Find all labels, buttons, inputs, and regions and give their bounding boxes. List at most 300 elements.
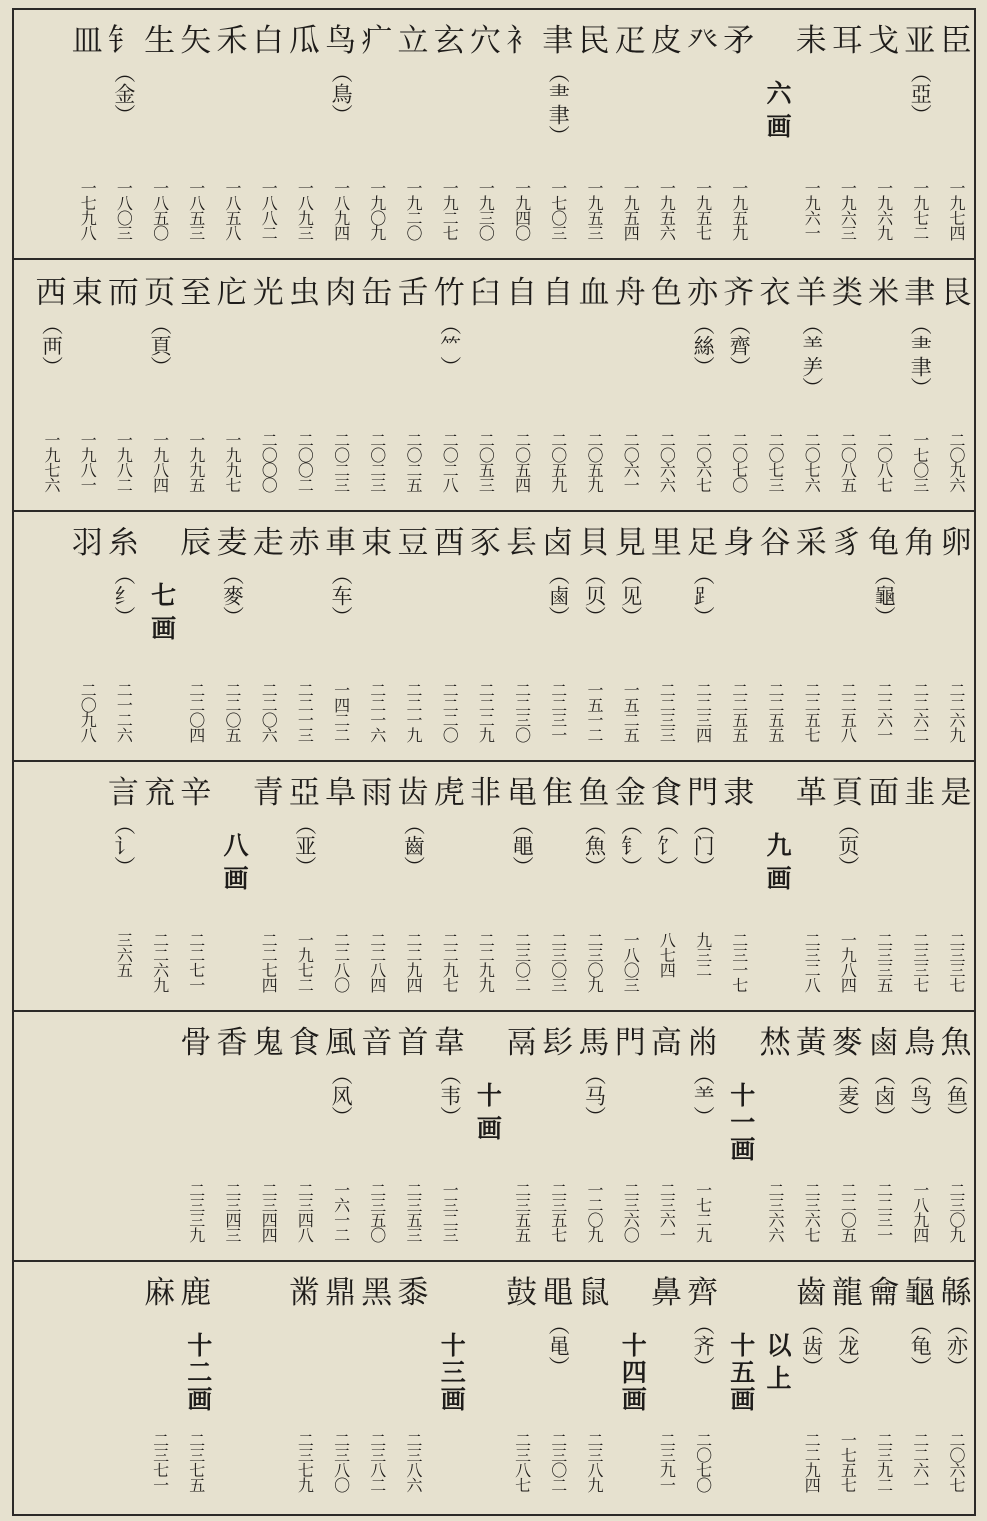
radical-entry [866, 10, 902, 60]
radical-char: 門 [687, 775, 719, 811]
index-band [14, 262, 974, 512]
radical-char: 衣 [759, 275, 791, 311]
radical-entry [866, 512, 902, 627]
radical-variant: （纟） [111, 564, 136, 627]
page-number: 一九八四 [150, 432, 170, 492]
radical-variant: （麥） [220, 564, 245, 627]
radical-char: 束 [361, 525, 393, 561]
radical-entry [721, 262, 757, 377]
page-number: 二〇九八 [78, 682, 98, 742]
radical-char: 黾 [506, 775, 538, 811]
page-number: 一九四〇 [512, 180, 532, 240]
radical-variant: （钅） [618, 814, 643, 877]
radical-entry [105, 512, 141, 627]
radical-variant: （鸟） [908, 1064, 933, 1127]
radical-variant: （卤） [872, 1064, 897, 1127]
radical-char: 金 [614, 775, 646, 811]
radical-char: 疋 [614, 23, 646, 59]
page-number: 二〇七〇 [693, 1432, 713, 1492]
page-number: 二三三九 [186, 1182, 206, 1242]
radical-char: 韋 [433, 1025, 465, 1061]
radical-char: 鳥 [904, 1025, 936, 1061]
radical-char: 竹 [433, 275, 465, 311]
radical-variant: （金） [111, 62, 136, 125]
radical-entry [938, 1262, 974, 1377]
radical-char: 穴 [469, 23, 501, 59]
radical-char: 矛 [723, 23, 755, 59]
radical-char: 音 [361, 1025, 393, 1061]
radical-entry [793, 762, 829, 812]
page-number: 一八八二 [259, 180, 279, 240]
radical-entry [504, 512, 540, 562]
page-number: 二〇六七 [947, 1432, 966, 1492]
page-number: 二三五三 [404, 1182, 423, 1242]
radical-variant: （⻊） [691, 564, 716, 627]
radical-entry [576, 512, 612, 627]
page-number: 二二六一 [910, 1432, 930, 1492]
page-number: 三六五 [114, 932, 134, 977]
page-number: 二二三四 [693, 682, 713, 742]
index-band [14, 1012, 974, 1262]
radical-char: 辰 [180, 525, 212, 561]
page-number: 一九七二 [910, 180, 930, 240]
radical-char: 足 [687, 525, 719, 561]
radical-entry [866, 1012, 902, 1127]
radical-entry [685, 762, 721, 877]
stroke-count-heading: 七画 [147, 582, 177, 648]
page-number: 一九七四 [947, 180, 966, 240]
radical-entry [250, 262, 286, 312]
page-number: 二〇七三 [766, 432, 785, 492]
radical-entry [214, 1012, 250, 1062]
radical-char: 黃 [795, 1025, 827, 1061]
radical-entry [178, 762, 214, 812]
radical-entry [395, 1262, 431, 1312]
radical-entry [69, 262, 105, 312]
radical-entry [214, 262, 250, 312]
radical-entry [323, 1012, 359, 1127]
radical-entry [902, 262, 938, 398]
page-number: 一九八二 [114, 432, 134, 492]
page-number: 一九二〇 [404, 180, 423, 240]
radical-char: 臼 [469, 275, 501, 311]
index-band [14, 1262, 974, 1514]
radical-entry [829, 1262, 865, 1377]
radical-variant: （亦） [944, 1314, 969, 1377]
page-number: 九三二 [693, 932, 713, 977]
page-number: 二三七一 [150, 1432, 170, 1492]
radical-variant: （⺻聿） [546, 62, 571, 146]
page-number: 二二一九 [404, 682, 423, 742]
page-number: 二三六六 [766, 1182, 785, 1242]
radical-char: 麻 [144, 1275, 176, 1311]
radical-char: 辛 [180, 775, 212, 811]
radical-entry [323, 1262, 359, 1312]
radical-char: 艮 [940, 275, 972, 311]
radical-char: 缶 [361, 275, 393, 311]
radical-variant: （见） [618, 564, 643, 627]
page-number: 二〇二三 [331, 432, 351, 492]
page-number: 二三五〇 [367, 1182, 387, 1242]
page-number: 一八五〇 [150, 180, 170, 240]
radical-char: 亞 [288, 775, 320, 811]
radical-char: 緜 [940, 1275, 972, 1311]
radical-entry [250, 512, 286, 562]
page-number: 二三八七 [512, 1432, 532, 1492]
radical-entry [395, 1012, 431, 1062]
page-number: 二〇二五 [404, 432, 423, 492]
radical-char: 龟 [868, 525, 900, 561]
page-number: 二二〇五 [838, 1182, 858, 1242]
radical-entry [829, 262, 865, 312]
radical-char: 青 [252, 775, 284, 811]
radical-entry [69, 512, 105, 562]
page-number: 二〇五九 [548, 432, 568, 492]
radical-entry [395, 512, 431, 562]
radical-char: 卤 [542, 525, 574, 561]
radical-entry [359, 1262, 395, 1312]
radical-char: 龠 [868, 1275, 900, 1311]
radical-char: 豕 [469, 525, 501, 561]
radical-entry [866, 762, 902, 812]
page-number: 二三三五 [874, 932, 894, 992]
radical-char: 馬 [578, 1025, 610, 1061]
radical-entry [142, 10, 178, 60]
radical-entry [721, 10, 757, 60]
radical-variant: （韦） [437, 1064, 462, 1127]
radical-entry [829, 10, 865, 60]
radical-char: 虎 [433, 775, 465, 811]
radical-char: 鼓 [506, 1275, 538, 1311]
radical-variant: （亚） [292, 814, 317, 877]
radical-char: 酉 [433, 525, 465, 561]
page-number: 二三〇九 [585, 932, 604, 992]
page-number: 二三七九 [295, 1432, 315, 1492]
radical-entry [214, 512, 250, 627]
page-number: 二二〇六 [259, 682, 279, 742]
radical-entry [250, 762, 286, 812]
page-number: 一七〇三 [548, 180, 568, 240]
radical-entry [829, 1012, 865, 1127]
radical-char: 食 [650, 775, 682, 811]
radical-entry [866, 1262, 902, 1312]
page-number: 二二六一 [874, 682, 894, 742]
radical-entry [467, 512, 503, 562]
radical-entry [902, 1012, 938, 1127]
page-number: 一八〇三 [114, 180, 134, 240]
stroke-count-heading: 十二画 [183, 1332, 213, 1413]
radical-char: 玄 [433, 23, 465, 59]
radical-variant: （齐） [691, 1314, 716, 1377]
radical-variant: （饣） [654, 814, 679, 877]
radical-entry [359, 512, 395, 562]
radical-entry [33, 262, 69, 377]
radical-char: 血 [578, 275, 610, 311]
page-number: 一七二九 [693, 1182, 713, 1242]
index-band [14, 762, 974, 1012]
radical-entry [685, 1012, 721, 1127]
radical-variant: （马） [582, 1064, 607, 1127]
page-number: 一九五六 [657, 180, 677, 240]
radical-entry [540, 10, 576, 146]
radical-variant: （襾） [39, 314, 64, 377]
radical-char: 钅 [107, 23, 139, 59]
radical-char: 非 [469, 775, 501, 811]
page-number: 二三一七 [729, 932, 749, 992]
page-number: 二二二九 [476, 682, 496, 742]
page-number: 一三二三 [440, 1182, 460, 1242]
radical-entry [938, 512, 974, 562]
radical-entry [540, 1012, 576, 1062]
radical-entry [178, 512, 214, 562]
radical-variant: （讠） [111, 814, 136, 877]
page-number: 二二三三 [657, 682, 677, 742]
page-number: 一九二七 [440, 180, 460, 240]
radical-char: 黽 [542, 1275, 574, 1311]
stroke-count-heading: 十画 [473, 1082, 503, 1148]
radical-char: 是 [940, 775, 972, 811]
page-number: 一七九八 [78, 180, 98, 240]
radical-variant: （黾） [546, 1314, 571, 1377]
page-number: 二三四八 [295, 1182, 315, 1242]
page-number: 二二九七 [440, 932, 460, 992]
radical-char: 羊 [795, 275, 827, 311]
page-number: 一八九三 [295, 180, 315, 240]
radical-char: 雨 [361, 775, 393, 811]
radical-variant: （⺷） [691, 1064, 716, 1127]
radical-entry [431, 512, 467, 562]
radical-entry [612, 762, 648, 877]
radical-char: 食 [288, 1025, 320, 1061]
radical-entry [866, 262, 902, 312]
radical-char: 走 [252, 525, 284, 561]
page-number: 二二八四 [367, 932, 387, 992]
radical-char: 耒 [795, 23, 827, 59]
page-number: 二二三一 [548, 682, 568, 742]
radical-char: 赤 [288, 525, 320, 561]
radical-char: 瓜 [288, 23, 320, 59]
page-number: 一九八一 [78, 432, 98, 492]
page-number: 一九七六 [42, 432, 61, 492]
page-number: 一九五四 [621, 180, 641, 240]
stroke-count-heading: 十三画 [437, 1332, 467, 1413]
radical-variant: （齊） [727, 314, 752, 377]
page-number: 一九五七 [693, 180, 713, 240]
radical-char: 舌 [397, 275, 429, 311]
radical-entry [938, 762, 974, 812]
page-number: 二三五七 [548, 1182, 568, 1242]
page-number: 二二〇五 [223, 682, 242, 742]
page-number: 二三七五 [186, 1432, 206, 1492]
page-number: 一七五七 [838, 1432, 858, 1492]
radical-entry [576, 10, 612, 60]
radical-char: 疒 [361, 23, 393, 59]
radical-char: 魚 [940, 1025, 972, 1061]
page-number: 二二三一 [874, 1182, 894, 1242]
page-number: 二二一三 [295, 682, 315, 742]
page-number: 二〇五九 [585, 432, 604, 492]
radical-entry [286, 10, 322, 60]
page-number: 二三九二 [874, 1432, 894, 1492]
radical-entry [612, 262, 648, 312]
page-number: 二三三七 [947, 932, 966, 992]
radical-entry [829, 512, 865, 562]
page-number: 二〇二八 [440, 432, 460, 492]
radical-char: 鼠 [578, 1275, 610, 1311]
page-number: 二三八九 [585, 1432, 604, 1492]
radical-entry [902, 10, 938, 125]
radical-entry [250, 1012, 286, 1062]
page-number: 二二〇四 [186, 682, 206, 742]
radical-char: 皿 [71, 23, 103, 59]
radical-char: 臣 [940, 23, 972, 59]
radical-entry [648, 1012, 684, 1062]
page-number: 二〇九六 [947, 432, 966, 492]
radical-char: 虫 [288, 275, 320, 311]
radical-entry [467, 262, 503, 312]
radical-char: 而 [107, 275, 139, 311]
radical-variant: （⺻聿） [908, 314, 933, 398]
radical-char: 庀 [216, 275, 248, 311]
radical-entry [359, 1012, 395, 1062]
radical-entry [178, 10, 214, 60]
radical-char: 卵 [940, 525, 972, 561]
radical-entry [793, 1012, 829, 1062]
radical-entry [793, 512, 829, 562]
radical-char: 黍 [397, 1275, 429, 1311]
radical-char: 舟 [614, 275, 646, 311]
radical-char: 鼎 [325, 1275, 357, 1311]
page-number: 一五一二 [585, 682, 604, 742]
radical-variant: （龙） [835, 1314, 860, 1377]
radical-char: 镸 [506, 525, 538, 561]
radical-char: 亚 [904, 23, 936, 59]
page-number: 二〇二三 [367, 432, 387, 492]
page-number: 一八〇三 [621, 932, 641, 992]
stroke-count-heading: 八画 [220, 832, 249, 898]
radical-char: 㐬 [144, 775, 176, 811]
radical-char: 羽 [71, 525, 103, 561]
index-band [14, 10, 974, 260]
radical-entry [685, 10, 721, 60]
radical-char: 鬼 [252, 1025, 284, 1061]
stroke-count-heading: 十四画 [618, 1332, 648, 1413]
radical-entry [685, 1262, 721, 1377]
page-number: 二〇五三 [476, 432, 496, 492]
index-band [14, 512, 974, 762]
stroke-count-heading: 六画 [763, 80, 792, 146]
radical-char: 页 [144, 275, 176, 311]
radical-char: 自 [506, 275, 538, 311]
page-number: 二三〇九 [947, 1182, 966, 1242]
radical-char: 束 [71, 275, 103, 311]
radical-entry [721, 512, 757, 562]
radical-entry [105, 762, 141, 877]
radical-char: 門 [614, 1025, 646, 1061]
radical-entry [142, 262, 178, 377]
radical-char: 面 [868, 775, 900, 811]
radical-char: 㷊 [759, 1025, 791, 1061]
radical-char: 麦 [216, 525, 248, 561]
radical-entry [323, 262, 359, 312]
radical-char: 高 [650, 1025, 682, 1061]
page-number: 一九九五 [186, 432, 206, 492]
page-number: 二〇〇二 [295, 432, 315, 492]
stroke-count-heading: 十一画 [726, 1082, 756, 1163]
page-number: 一九六一 [802, 180, 822, 240]
radical-variant: （页） [835, 814, 860, 877]
page-number: 二三八二 [367, 1432, 387, 1492]
radical-variant: （车） [329, 564, 354, 627]
radical-variant: （鱼） [944, 1064, 969, 1127]
radical-char: 首 [397, 1025, 429, 1061]
page-number: 二二二〇 [440, 682, 460, 742]
radical-char: 隶 [723, 775, 755, 811]
page-number: 二〇八七 [874, 432, 894, 492]
radical-entry [648, 1262, 684, 1312]
radical-entry [504, 1012, 540, 1062]
radical-entry [250, 10, 286, 60]
radical-variant: （贝） [582, 564, 607, 627]
radical-entry [685, 262, 721, 377]
radical-char: 矢 [180, 23, 212, 59]
radical-entry [612, 512, 648, 627]
radical-entry [214, 10, 250, 60]
radical-variant: （⺷⺶） [799, 314, 824, 398]
radical-char: 見 [614, 525, 646, 561]
radical-entry [938, 262, 974, 312]
radical-char: 色 [650, 275, 682, 311]
radical-char: 自 [542, 275, 574, 311]
page-number: 一九三〇 [476, 180, 496, 240]
radical-entry [721, 762, 757, 812]
radical-entry [938, 1012, 974, 1127]
radical-entry [576, 1262, 612, 1312]
radical-entry [648, 10, 684, 60]
page-number: 二〇七〇 [729, 432, 749, 492]
radical-char: 至 [180, 275, 212, 311]
radical-char: 鹿 [180, 1275, 212, 1311]
page-number: 二二六九 [947, 682, 966, 742]
radical-entry [359, 10, 395, 60]
radical-char: 西 [35, 275, 67, 311]
radical-variant: （黽） [510, 814, 535, 877]
radical-char: 身 [723, 525, 755, 561]
radical-entry [431, 10, 467, 60]
page-number: 二二五五 [729, 682, 749, 742]
page-number: 一六一二 [331, 1182, 351, 1242]
page-number: 二二八〇 [331, 932, 351, 992]
page-number: 二〇〇〇 [259, 432, 279, 492]
radical-variant: （鳥） [329, 62, 354, 125]
radical-entry [793, 262, 829, 398]
radical-entry [178, 262, 214, 312]
radical-entry [576, 762, 612, 877]
page-number: 二二九四 [802, 1432, 822, 1492]
radical-char: 黹 [288, 1275, 320, 1311]
page-number: 二三六七 [802, 1182, 822, 1242]
page-number: 二三〇二 [548, 1432, 568, 1492]
page-number: 二二一六 [367, 682, 387, 742]
radical-char: 香 [216, 1025, 248, 1061]
radical-char: 聿 [904, 275, 936, 311]
radical-char: 豸 [831, 525, 863, 561]
radical-entry [359, 262, 395, 312]
page-number: 二三〇三 [548, 932, 568, 992]
radical-entry [757, 262, 793, 312]
radical-char: 齐 [723, 275, 755, 311]
page-number: 二三四三 [223, 1182, 242, 1242]
